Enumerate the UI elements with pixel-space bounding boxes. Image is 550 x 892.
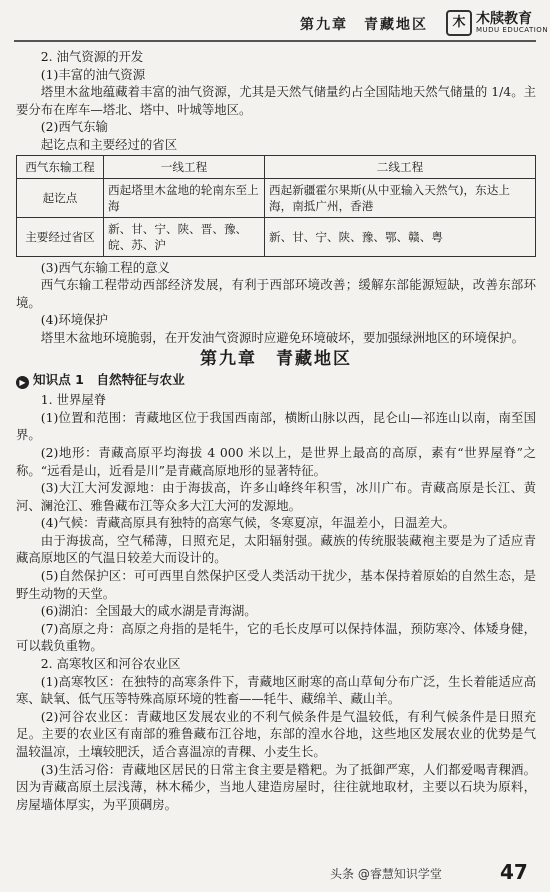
table-header-row bbox=[17, 155, 536, 178]
knowledge-point-label: 知识点 1 自然特征与农业 bbox=[33, 372, 185, 388]
table-cell: 起讫点 bbox=[17, 178, 104, 217]
page-footer bbox=[330, 862, 540, 886]
page-number: 47 bbox=[500, 860, 528, 884]
paragraph: 塔里木盆地蕴藏着丰富的油气资源，尤其是天然气储量约占全国陆地天然气储量的 1/4。主要分布在库车—塔北、塔中、叶城等地区。 bbox=[16, 84, 536, 117]
subheading: (4)环境保护 bbox=[40, 312, 108, 328]
table-cell: 新、甘、宁、陕、晋、豫、皖、苏、沪 bbox=[104, 217, 265, 256]
page-header bbox=[0, 0, 550, 44]
table-row bbox=[17, 178, 536, 217]
header-rule bbox=[14, 40, 536, 42]
running-head-chapter: 第九章 青藏地区 bbox=[300, 17, 428, 33]
list-item: (5)自然保护区：可可西里自然保护区受人类活动干扰少，基本保持着原始的自然生态，是野生动物的天堂。 bbox=[16, 568, 536, 601]
table-header: 西气东输工程 bbox=[17, 155, 104, 178]
list-item: 由于海拔高，空气稀薄，日照充足，太阳辐射强。藏族的传统服装藏袍主要是为了适应青藏高原地区的气温日较差大而设计的。 bbox=[16, 532, 536, 566]
table-row bbox=[17, 217, 536, 256]
list-item: (2)地形：青藏高原平均海拔 4 000 米以上，是世界上最高的高原，素有“世界屋脊”之称。“远看是山，近看是川”是青藏高原地形的显著特征。 bbox=[16, 444, 536, 478]
table-header: 一线工程 bbox=[104, 155, 265, 178]
table-cell: 新、甘、宁、陕、豫、鄂、赣、粤 bbox=[265, 217, 536, 256]
section-heading: 2. 油气资源的开发 bbox=[40, 49, 144, 64]
table-cell: 西起塔里木盆地的轮南东至上海 bbox=[104, 178, 265, 217]
subheading: (1)丰富的油气资源 bbox=[40, 66, 146, 82]
list-item: (1)位置和范围：青藏地区位于我国西南部，横断山脉以西，昆仑山—祁连山以南，南至国界。 bbox=[16, 409, 536, 443]
gas-pipeline-table bbox=[16, 155, 536, 257]
source-watermark: 头条 @睿慧知识学堂 bbox=[330, 867, 442, 881]
section-heading: 2. 高寒牧区和河谷农业区 bbox=[40, 656, 181, 672]
table-cell: 主要经过省区 bbox=[17, 217, 104, 256]
list-item: (6)湖泊：全国最大的咸水湖是青海湖。 bbox=[40, 603, 257, 619]
brand-name-en: MUDU EDUCATION bbox=[476, 26, 549, 34]
subheading: (3)西气东输工程的意义 bbox=[40, 259, 170, 275]
table-cell: 西起新疆霍尔果斯(从中亚输入天然气)，东达上海，南抵广州，香港 bbox=[265, 178, 536, 217]
knowledge-point-heading bbox=[16, 371, 536, 389]
subheading: (2)西气东输 bbox=[40, 119, 108, 135]
subheading-lead: 起讫点和主要经过的省区 bbox=[40, 136, 178, 152]
paragraph: 塔里木盆地环境脆弱，在开发油气资源时应避免环境破坏，要加强绿洲地区的环境保护。 bbox=[40, 329, 525, 345]
page-body bbox=[16, 48, 536, 813]
table-header: 二线工程 bbox=[265, 155, 536, 178]
play-icon: ▶ bbox=[16, 376, 29, 389]
brand-name: 木牍教育 bbox=[476, 11, 532, 27]
brand-logo-icon: 木 bbox=[446, 10, 472, 36]
paragraph: 西气东输工程带动西部经济发展，有利于西部环境改善；缓解东部能源短缺，改善东部环境。 bbox=[16, 277, 536, 310]
list-item: (1)高寒牧区：在独特的高寒条件下，青藏地区耐寒的高山草甸分布广泛，生长着能适应高寒、缺氧、低气压等特殊高原环境的牲畜——牦牛、藏绵羊、藏山羊。 bbox=[16, 673, 536, 707]
list-item: (3)大江大河发源地：由于海拔高，许多山峰终年积雪，冰川广布。青藏高原是长江、黄河、澜沧江、雅鲁藏布江等众多大江大河的发源地。 bbox=[16, 480, 536, 513]
list-item: (2)河谷农业区：青藏地区发展农业的不利气候条件是气温较低，有利气候条件是日照充足。主要的农业区有南部的雅鲁藏布江谷地，东部的湟水谷地，这些地区发展农业的优势是气温较温凉，土壤较肥沃，适合喜温凉的青稞、小麦生长。 bbox=[16, 708, 536, 759]
section-heading: 1. 世界屋脊 bbox=[40, 392, 107, 408]
list-item: (4)气候：青藏高原具有独特的高寒气候，冬寒夏凉，年温差小，日温差大。 bbox=[40, 515, 455, 531]
list-item: (7)高原之舟：高原之舟指的是牦牛，它的毛长皮厚可以保持体温，预防寒冷、体矮身健，可以载负重物。 bbox=[16, 620, 536, 654]
list-item: (3)生活习俗：青藏地区居民的日常主食主要是糌粑。为了抵御严寒，人们都爱喝青稞酒。因为青藏高原土层浅薄，林木稀少，当地人建造房屋时，往往就地取材，主要以石块为原料，房屋墙体厚实，为平顶碉房。 bbox=[16, 761, 536, 812]
chapter-title: 第九章 青藏地区 bbox=[200, 348, 352, 369]
